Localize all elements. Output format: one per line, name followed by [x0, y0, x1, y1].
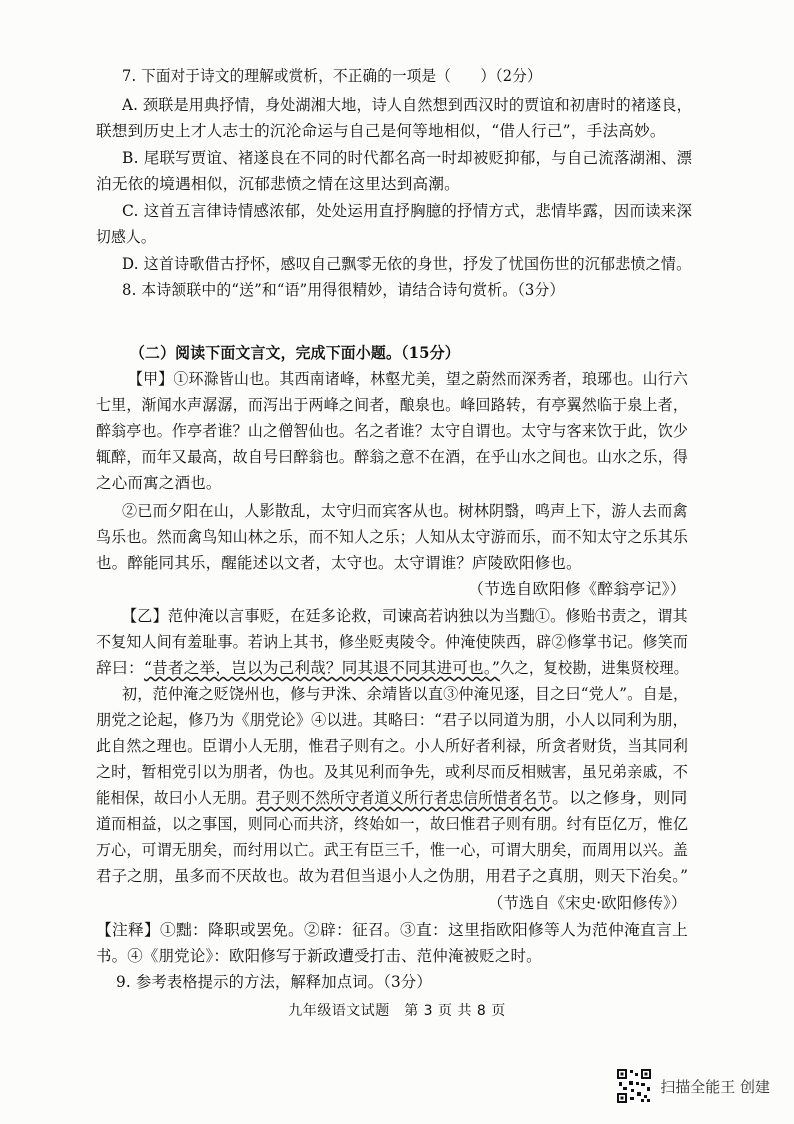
text-line-yi8b: 。以之修身，则同 — [552, 789, 688, 807]
text-line-jia3: 醉翁亭也。作亭者谁？山之僧智仙也。名之者谁？太守自谓也。太守与客来饮于此，饮少 — [96, 422, 689, 440]
text-line-jia4: 辄醉，而年又最高，故自号曰醉翁也。醉翁之意不在酒，在乎山水之间也。山水之乐，得 — [96, 448, 689, 466]
text-line-note2: 书。④《朋党论》：欧阳修写于新政遭受打击、范仲淹被贬之时。 — [96, 947, 542, 965]
text-line-q7a2: 联想到历史上才人志士的沉沦命运与自己是何等地相似，“借人行己”，手法高妙。 — [96, 122, 666, 140]
qr-code-icon — [616, 1068, 652, 1104]
page-footer: 九年级语文试题 第 3 页 共 8 页 — [288, 1003, 506, 1019]
text-line-yi1: 【乙】范仲淹以言事贬，在廷多论救，司谏高若讷独以为当黜①。修贻书责之，谓其 — [122, 607, 688, 625]
text-line-jia5: 之心而寓之酒也。 — [96, 474, 222, 492]
text-line-jia9: （节选自欧阳修《醉翁亭记》） — [468, 580, 687, 598]
text-line-q7d: D. 这首诗歌借古抒怀，感叹自己飘零无依的身世，抒发了忧国伤世的沉郁悲愤之情。 — [122, 255, 692, 273]
text-line-yi4: 初，范仲淹之贬饶州也，修与尹洙、余靖皆以直③仲淹见逐，目之曰“党人”。自是， — [122, 685, 689, 703]
text-line-q8: 8. 本诗颔联中的“送”和“语”用得很精妙，请结合诗句赏析。（3分） — [122, 281, 565, 299]
text-line-yi6: 此自然之理也。臣谓小人无朋，惟君子则有之。小人所好者利禄，所贪者财货，当其同利 — [96, 737, 689, 755]
text-line-note1: 【注释】①黜：降职或罢免。②辟：征召。③直：这里指欧阳修等人为范仲淹直言上 — [96, 921, 688, 939]
text-line-jia8: 也。醉能同其乐，醒能述以文者，太守也。太守谓谁？庐陵欧阳修也。 — [96, 554, 582, 572]
text-line-jia7: 鸟乐也。然而禽鸟知山林之乐，而不知人之乐；人知从太守游而乐，而不知太守之乐其乐 — [96, 528, 689, 546]
scanner-label: 扫描全能王 创建 — [660, 1077, 770, 1096]
text-line-q7: 7. 下面对于诗文的理解或赏析，不正确的一项是（ ）（2分） — [122, 67, 542, 85]
text-line-yi9: 道而相益，以之事国，则同心而共济，终始如一，故曰惟君子则有朋。纣有臣亿万，惟亿 — [96, 815, 689, 833]
text-line-q7c1: C. 这首五言律诗情感浓郁，处处运用直抒胸臆的抒情方式，悲情毕露，因而读来深 — [122, 202, 693, 220]
text-line-yi2: 不复知人间有羞耻事。若讷上其书，修坐贬夷陵令。仲淹使陕西，辟②修掌书记。修笑而 — [96, 633, 689, 651]
text-line-q7c2: 切感人。 — [96, 228, 156, 246]
text-line-yi11: 君子之朋，虽多而不厌故也。故为君但当退小人之伪朋，用君子之真朋，则天下治矣。” — [96, 867, 689, 885]
text-line-yi3b: 久之，复校勘，进集贤校理。 — [500, 659, 689, 677]
text-line-sec2: （二）阅读下面文言文，完成下面小题。（15分） — [130, 343, 460, 362]
text-line-yi8a: 能相保，故曰小人无朋。 — [96, 789, 256, 807]
text-line-yi3u: “昔者之举，岂以为己利哉？同其退不同其进可也。” — [144, 659, 501, 677]
text-line-q9: 9. 参考表格提示的方法，解释加点词。（3分） — [116, 973, 432, 991]
text-line-jia6: ②已而夕阳在山，人影散乱，太守归而宾客从也。树林阴翳，鸣声上下，游人去而禽 — [122, 502, 688, 520]
text-line-jia1: 【甲】①环滁皆山也。其西南诸峰，林壑尤美，望之蔚然而深秀者，琅琊也。山行六 — [128, 370, 688, 388]
text-line-yi12: （节选自《宋史·欧阳修传》） — [488, 894, 687, 912]
text-line-q7b2: 泊无依的境遇相似，沉郁悲愤之情在这里达到高潮。 — [96, 175, 460, 193]
text-line-yi7: 之时，暂相党引以为朋者，伪也。及其见利而争先，或利尽而反相贼害，虽兄弟亲戚，不 — [96, 763, 689, 781]
text-line-yi10: 万心，可谓无朋矣，而纣用以亡。武王有臣三千，惟一心，可谓大朋矣，而周用以兴。盖 — [96, 841, 689, 859]
text-line-yi8u: 君子则不然所守者道义所行者忠信所惜者名节 — [256, 789, 553, 807]
scanner-watermark — [616, 1068, 770, 1104]
text-line-yi3: 辞曰： — [96, 659, 145, 677]
text-line-q7b1: B. 尾联写贾谊、褚遂良在不同的时代都名高一时却被贬抑郁，与自己流落湖湘、漂 — [122, 149, 693, 167]
text-line-yi5: 朋党之论起，修乃为《朋党论》④以进。其略曰：“君子以同道为朋，小人以同利为朋， — [96, 711, 689, 729]
text-line-jia2: 七里，渐闻水声潺潺，而泻出于两峰之间者，酿泉也。峰回路转，有亭翼然临于泉上者， — [96, 396, 689, 414]
text-line-q7a1: A. 颈联是用典抒情，身处湖湘大地，诗人自然想到西汉时的贾谊和初唐时的褚遂良， — [122, 96, 692, 114]
